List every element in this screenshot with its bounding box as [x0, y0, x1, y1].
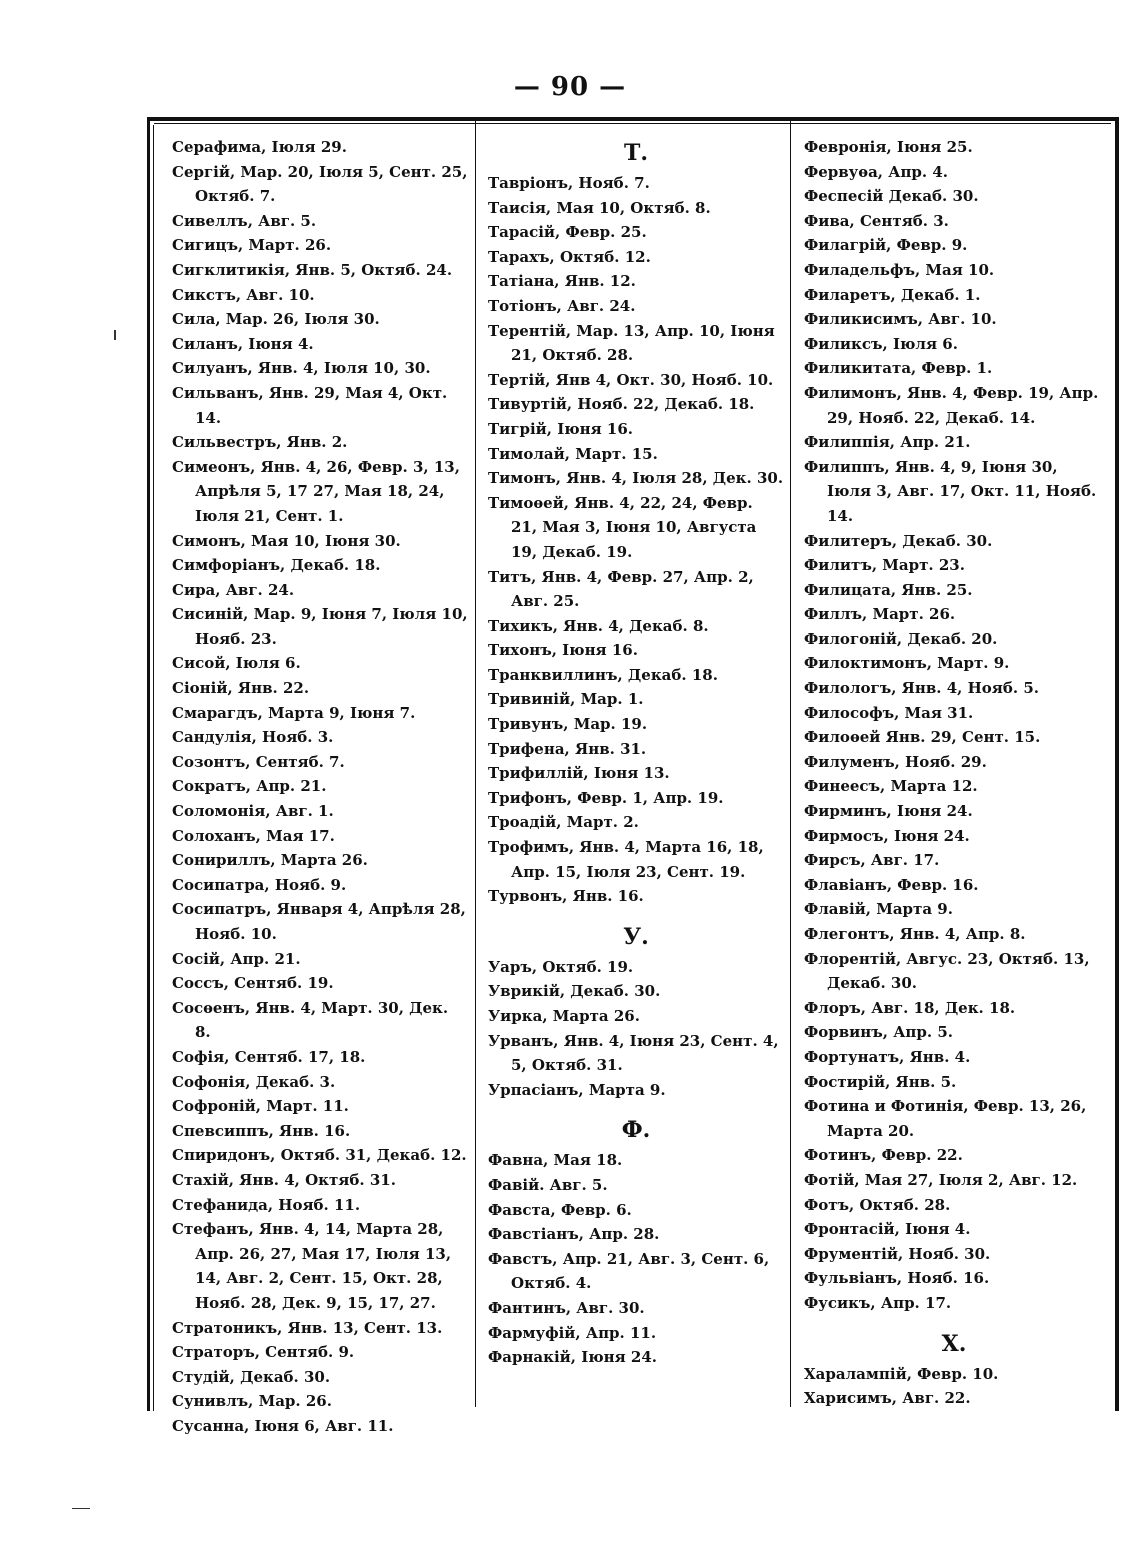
index-entry: Сергій, Мар. 20, Іюля 5, Сент. 25, Октяб. 7. [172, 162, 468, 206]
index-entry: Сонириллъ, Марта 26. [172, 851, 368, 870]
index-entry: Филлъ, Март. 26. [804, 605, 956, 624]
index-entry: Фотій, Мая 27, Іюля 2, Авг. 12. [804, 1170, 1078, 1189]
column-3 [804, 135, 1104, 1411]
index-entry: Страторъ, Сентяб. 9. [172, 1343, 355, 1362]
index-entry: Феспесій Декаб. 30. [804, 187, 979, 206]
index-entry: Терентій, Мар. 13, Апр. 10, Іюня 21, Октяб. 28. [488, 321, 775, 365]
index-entry: Уаръ, Октяб. 19. [488, 957, 634, 976]
section-t-entries [488, 171, 784, 909]
index-entry: Филогоній, Декаб. 20. [804, 629, 998, 648]
index-entry: Филагрій, Февр. 9. [804, 236, 968, 255]
index-entry: Сисиній, Мар. 9, Іюня 7, Іюля 10, Нояб. 23. [172, 605, 468, 648]
index-entry: Соломонія, Авг. 1. [172, 802, 334, 821]
index-entry: Симонъ, Мая 10, Іюня 30. [172, 531, 401, 550]
index-entry: Сира, Авг. 24. [172, 580, 295, 599]
index-entry: Сигклитикія, Янв. 5, Октяб. 24. [172, 260, 453, 279]
index-entry: Фавстъ, Апр. 21, Авг. 3, Сент. 6, Октяб. 4. [488, 1249, 770, 1293]
index-entry: Троадій, Март. 2. [488, 813, 639, 832]
index-entry: Сивеллъ, Авг. 5. [172, 211, 317, 230]
index-entry: Сандулія, Нояб. 3. [172, 728, 334, 747]
index-entry: Титъ, Янв. 4, Февр. 27, Апр. 2, Авг. 25. [488, 567, 754, 611]
print-speck [114, 330, 116, 340]
section-letter-t: Т. [623, 140, 649, 166]
index-entry: Сосѳенъ, Янв. 4, Март. 30, Дек. 8. [172, 998, 449, 1042]
index-entry: Фирмосъ, Іюня 24. [804, 826, 970, 845]
page-number: — 90 — [513, 72, 627, 102]
index-entry: Уирка, Марта 26. [488, 1007, 640, 1025]
index-entry: Филимонъ, Янв. 4, Февр. 19, Апр. 29, Нояб. 22, Декаб. 14. [804, 383, 1099, 427]
index-entry: Фульвіанъ, Нояб. 16. [804, 1269, 990, 1288]
index-entry: Трофимъ, Янв. 4, Марта 16, 18, Апр. 15, Іюля 23, Сент. 19. [488, 838, 764, 881]
index-entry: Философъ, Мая 31. [804, 703, 974, 722]
index-entry: Филаретъ, Декаб. 1. [804, 285, 981, 304]
index-entry: Фирсъ, Авг. 17. [804, 851, 940, 870]
index-entry: Тривиній, Мар. 1. [488, 690, 644, 709]
index-entry: Тигрій, Іюня 16. [488, 419, 634, 438]
index-entry: Филикитата, Февр. 1. [804, 359, 993, 378]
index-entry: Трифонъ, Февр. 1, Апр. 19. [488, 788, 724, 807]
index-entry: Флегонтъ, Янв. 4, Апр. 8. [804, 925, 1026, 943]
index-entry: Фирминъ, Іюня 24. [804, 802, 973, 821]
index-entry: Фавста, Февр. 6. [488, 1200, 632, 1219]
index-entry: Филикисимъ, Авг. 10. [804, 310, 997, 329]
index-entry: Филицата, Янв. 25. [804, 580, 973, 599]
index-entry: Сила, Мар. 26, Іюля 30. [172, 310, 380, 329]
index-entry: Сусанна, Іюня 6, Авг. 11. [172, 1416, 394, 1435]
index-entry: Фрументій, Нояб. 30. [804, 1244, 991, 1263]
index-entry: Флорентій, Авгус. 23, Октяб. 13, Декаб. 30. [804, 949, 1090, 993]
index-entry: Силанъ, Іюня 4. [172, 334, 314, 353]
index-entry: Сисой, Іюля 6. [172, 654, 301, 673]
index-entry: Фавій. Авг. 5. [488, 1175, 608, 1194]
index-entry: Фервуѳа, Апр. 4. [804, 162, 949, 181]
section-letter-f: Ф. [621, 1117, 651, 1144]
index-entry: Харалампій, Февр. 10. [804, 1364, 999, 1383]
index-entry: Филиппія, Апр. 21. [804, 433, 971, 452]
index-entry: Фива, Сентяб. 3. [804, 211, 949, 230]
index-entry: Тарахъ, Октяб. 12. [488, 247, 651, 266]
index-entry: Софія, Сентяб. 17, 18. [172, 1047, 366, 1066]
index-entry: Фостирій, Янв. 5. [804, 1072, 957, 1091]
index-entry: Урванъ, Янв. 4, Іюня 23, Сент. 4, 5, Октяб. 31. [488, 1031, 779, 1075]
index-entry: Фантинъ, Авг. 30. [488, 1298, 645, 1317]
index-entry: Форвинъ, Апр. 5. [804, 1023, 953, 1042]
index-entry: Сунивлъ, Мар. 26. [172, 1392, 332, 1411]
section-f-continued-entries [804, 135, 1104, 1316]
index-entry: Филоѳей Янв. 29, Сент. 15. [804, 728, 1041, 747]
index-entry: Соссъ, Сентяб. 19. [172, 974, 334, 993]
index-entry: Софонія, Декаб. 3. [172, 1072, 336, 1091]
index-entry: Финеесъ, Марта 12. [804, 777, 978, 796]
index-entry: Февронія, Іюня 25. [804, 138, 973, 156]
index-entry: Сосипатра, Нояб. 9. [172, 875, 347, 894]
index-entry: Сигицъ, Март. 26. [172, 236, 332, 255]
index-entry: Сократъ, Апр. 21. [172, 777, 327, 796]
index-entry: Филитеръ, Декаб. 30. [804, 531, 993, 550]
index-entry: Фарнакій, Іюня 24. [488, 1348, 658, 1367]
index-entry: Турвонъ, Янв. 16. [488, 887, 644, 906]
index-entry: Татіана, Янв. 12. [488, 272, 636, 291]
index-entry: Филиксъ, Іюля 6. [804, 334, 958, 353]
print-speck [72, 1508, 90, 1509]
index-entry: Сіоній, Янв. 22. [172, 679, 310, 698]
index-entry: Студій, Декаб. 30. [172, 1367, 331, 1386]
index-entry: Тарасій, Февр. 25. [488, 223, 647, 242]
index-entry: Фармуфій, Апр. 11. [488, 1323, 657, 1342]
index-entry: Тимолай, Март. 15. [488, 444, 658, 463]
index-entry: Сосипатръ, Января 4, Апрѣля 28, Нояб. 10. [172, 900, 466, 943]
section-u-entries [488, 955, 784, 1103]
section-kh-entries [804, 1362, 1104, 1411]
index-entry: Стефанида, Нояб. 11. [172, 1195, 361, 1214]
index-entry: Силуанъ, Янв. 4, Іюля 10, 30. [172, 359, 431, 378]
index-entry: Фортунатъ, Янв. 4. [804, 1047, 971, 1066]
index-entry: Сосій, Апр. 21. [172, 949, 301, 968]
index-entry: Фавна, Мая 18. [488, 1151, 623, 1170]
index-entry: Уврикій, Декаб. 30. [488, 982, 661, 1001]
index-entry: Стефанъ, Янв. 4, 14, Марта 28, Апр. 26, 27, Мая 17, Іюля 13, 14, Авг. 2, Сент. 15, Окт. 28, Нояб. 28, Дек. 9, 15, 17, 27. [172, 1220, 452, 1312]
index-entry: Спиридонъ, Октяб. 31, Декаб. 12. [172, 1146, 467, 1165]
index-entry: Урпасіанъ, Марта 9. [488, 1080, 666, 1099]
index-entry: Стахій, Янв. 4, Октяб. 31. [172, 1170, 396, 1189]
index-entry: Филиппъ, Янв. 4, 9, Іюня 30, Іюля 3, Авг. 17, Окт. 11, Нояб. 14. [804, 457, 1097, 525]
index-entry: Тавріонъ, Нояб. 7. [488, 174, 650, 192]
index-entry: Тивуртій, Нояб. 22, Декаб. 18. [488, 395, 755, 414]
index-entry: Фронтасій, Іюня 4. [804, 1220, 971, 1239]
index-entry: Фотина и Фотинія, Февр. 13, 26, Марта 20. [804, 1097, 1087, 1140]
index-entry: Харисимъ, Авг. 22. [804, 1389, 971, 1408]
index-entry: Фотъ, Октяб. 28. [804, 1195, 951, 1214]
index-entry: Стратоникъ, Янв. 13, Сент. 13. [172, 1318, 443, 1337]
index-entry: Транквиллинъ, Декаб. 18. [488, 665, 718, 684]
index-entry: Тотіонъ, Авг. 24. [488, 296, 636, 315]
index-entry: Сикстъ, Авг. 10. [172, 285, 315, 304]
column-1 [172, 135, 468, 1438]
index-entry: Флавій, Марта 9. [804, 900, 953, 919]
column-divider-1 [475, 121, 476, 1407]
section-letter-u: У. [623, 923, 649, 950]
index-entry: Филитъ, Март. 23. [804, 556, 965, 575]
index-entry: Смарагдъ, Марта 9, Іюня 7. [172, 703, 416, 722]
index-entry: Тихикъ, Янв. 4, Декаб. 8. [488, 616, 709, 635]
index-entry: Трифена, Янв. 31. [488, 739, 647, 758]
index-entry: Филуменъ, Нояб. 29. [804, 752, 987, 771]
column-divider-2 [790, 121, 791, 1407]
index-entry: Флавіанъ, Февр. 16. [804, 875, 979, 894]
index-entry: Фусикъ, Апр. 17. [804, 1293, 952, 1312]
index-entry: Филологъ, Янв. 4, Нояб. 5. [804, 679, 1039, 698]
index-entry: Симфоріанъ, Декаб. 18. [172, 556, 381, 575]
index-entry: Фавстіанъ, Апр. 28. [488, 1225, 660, 1244]
section-letter-kh: Х. [941, 1330, 967, 1357]
index-entry: Трифиллій, Іюня 13. [488, 764, 670, 783]
index-entry: Сильвестръ, Янв. 2. [172, 433, 348, 452]
index-entry: Таисія, Мая 10, Октяб. 8. [488, 198, 711, 217]
index-entry: Сильванъ, Янв. 29, Мая 4, Окт. 14. [172, 383, 448, 427]
index-entry: Фотинъ, Февр. 22. [804, 1146, 963, 1165]
index-entry: Филадельфъ, Мая 10. [804, 260, 995, 279]
index-entry: Тимонъ, Янв. 4, Іюля 28, Дек. 30. [488, 469, 784, 488]
index-entry: Тимоѳей, Янв. 4, 22, 24, Февр. 21, Мая 3, Іюня 10, Августа 19, Декаб. 19. [488, 493, 757, 561]
index-entry: Серафима, Іюля 29. [172, 138, 347, 156]
index-entry: Симеонъ, Янв. 4, 26, Февр. 3, 13, Апрѣля 5, 17 27, Мая 18, 24, Іюля 21, Сент. 1. [172, 457, 460, 525]
index-entry: Спевсиппъ, Янв. 16. [172, 1121, 351, 1140]
column-2 [488, 135, 784, 1370]
index-entry: Флоръ, Авг. 18, Дек. 18. [804, 998, 1016, 1017]
index-entry: Тривунъ, Мар. 19. [488, 715, 648, 734]
index-entry: Солоханъ, Мая 17. [172, 826, 335, 845]
index-entry: Филоктимонъ, Март. 9. [804, 654, 1010, 673]
index-entry: Тертій, Янв 4, Окт. 30, Нояб. 10. [488, 370, 774, 389]
index-entry: Созонтъ, Сентяб. 7. [172, 752, 345, 771]
index-entry: Тихонъ, Іюня 16. [488, 641, 638, 660]
index-entry: Софроній, Март. 11. [172, 1097, 349, 1116]
section-f-entries [488, 1148, 784, 1369]
